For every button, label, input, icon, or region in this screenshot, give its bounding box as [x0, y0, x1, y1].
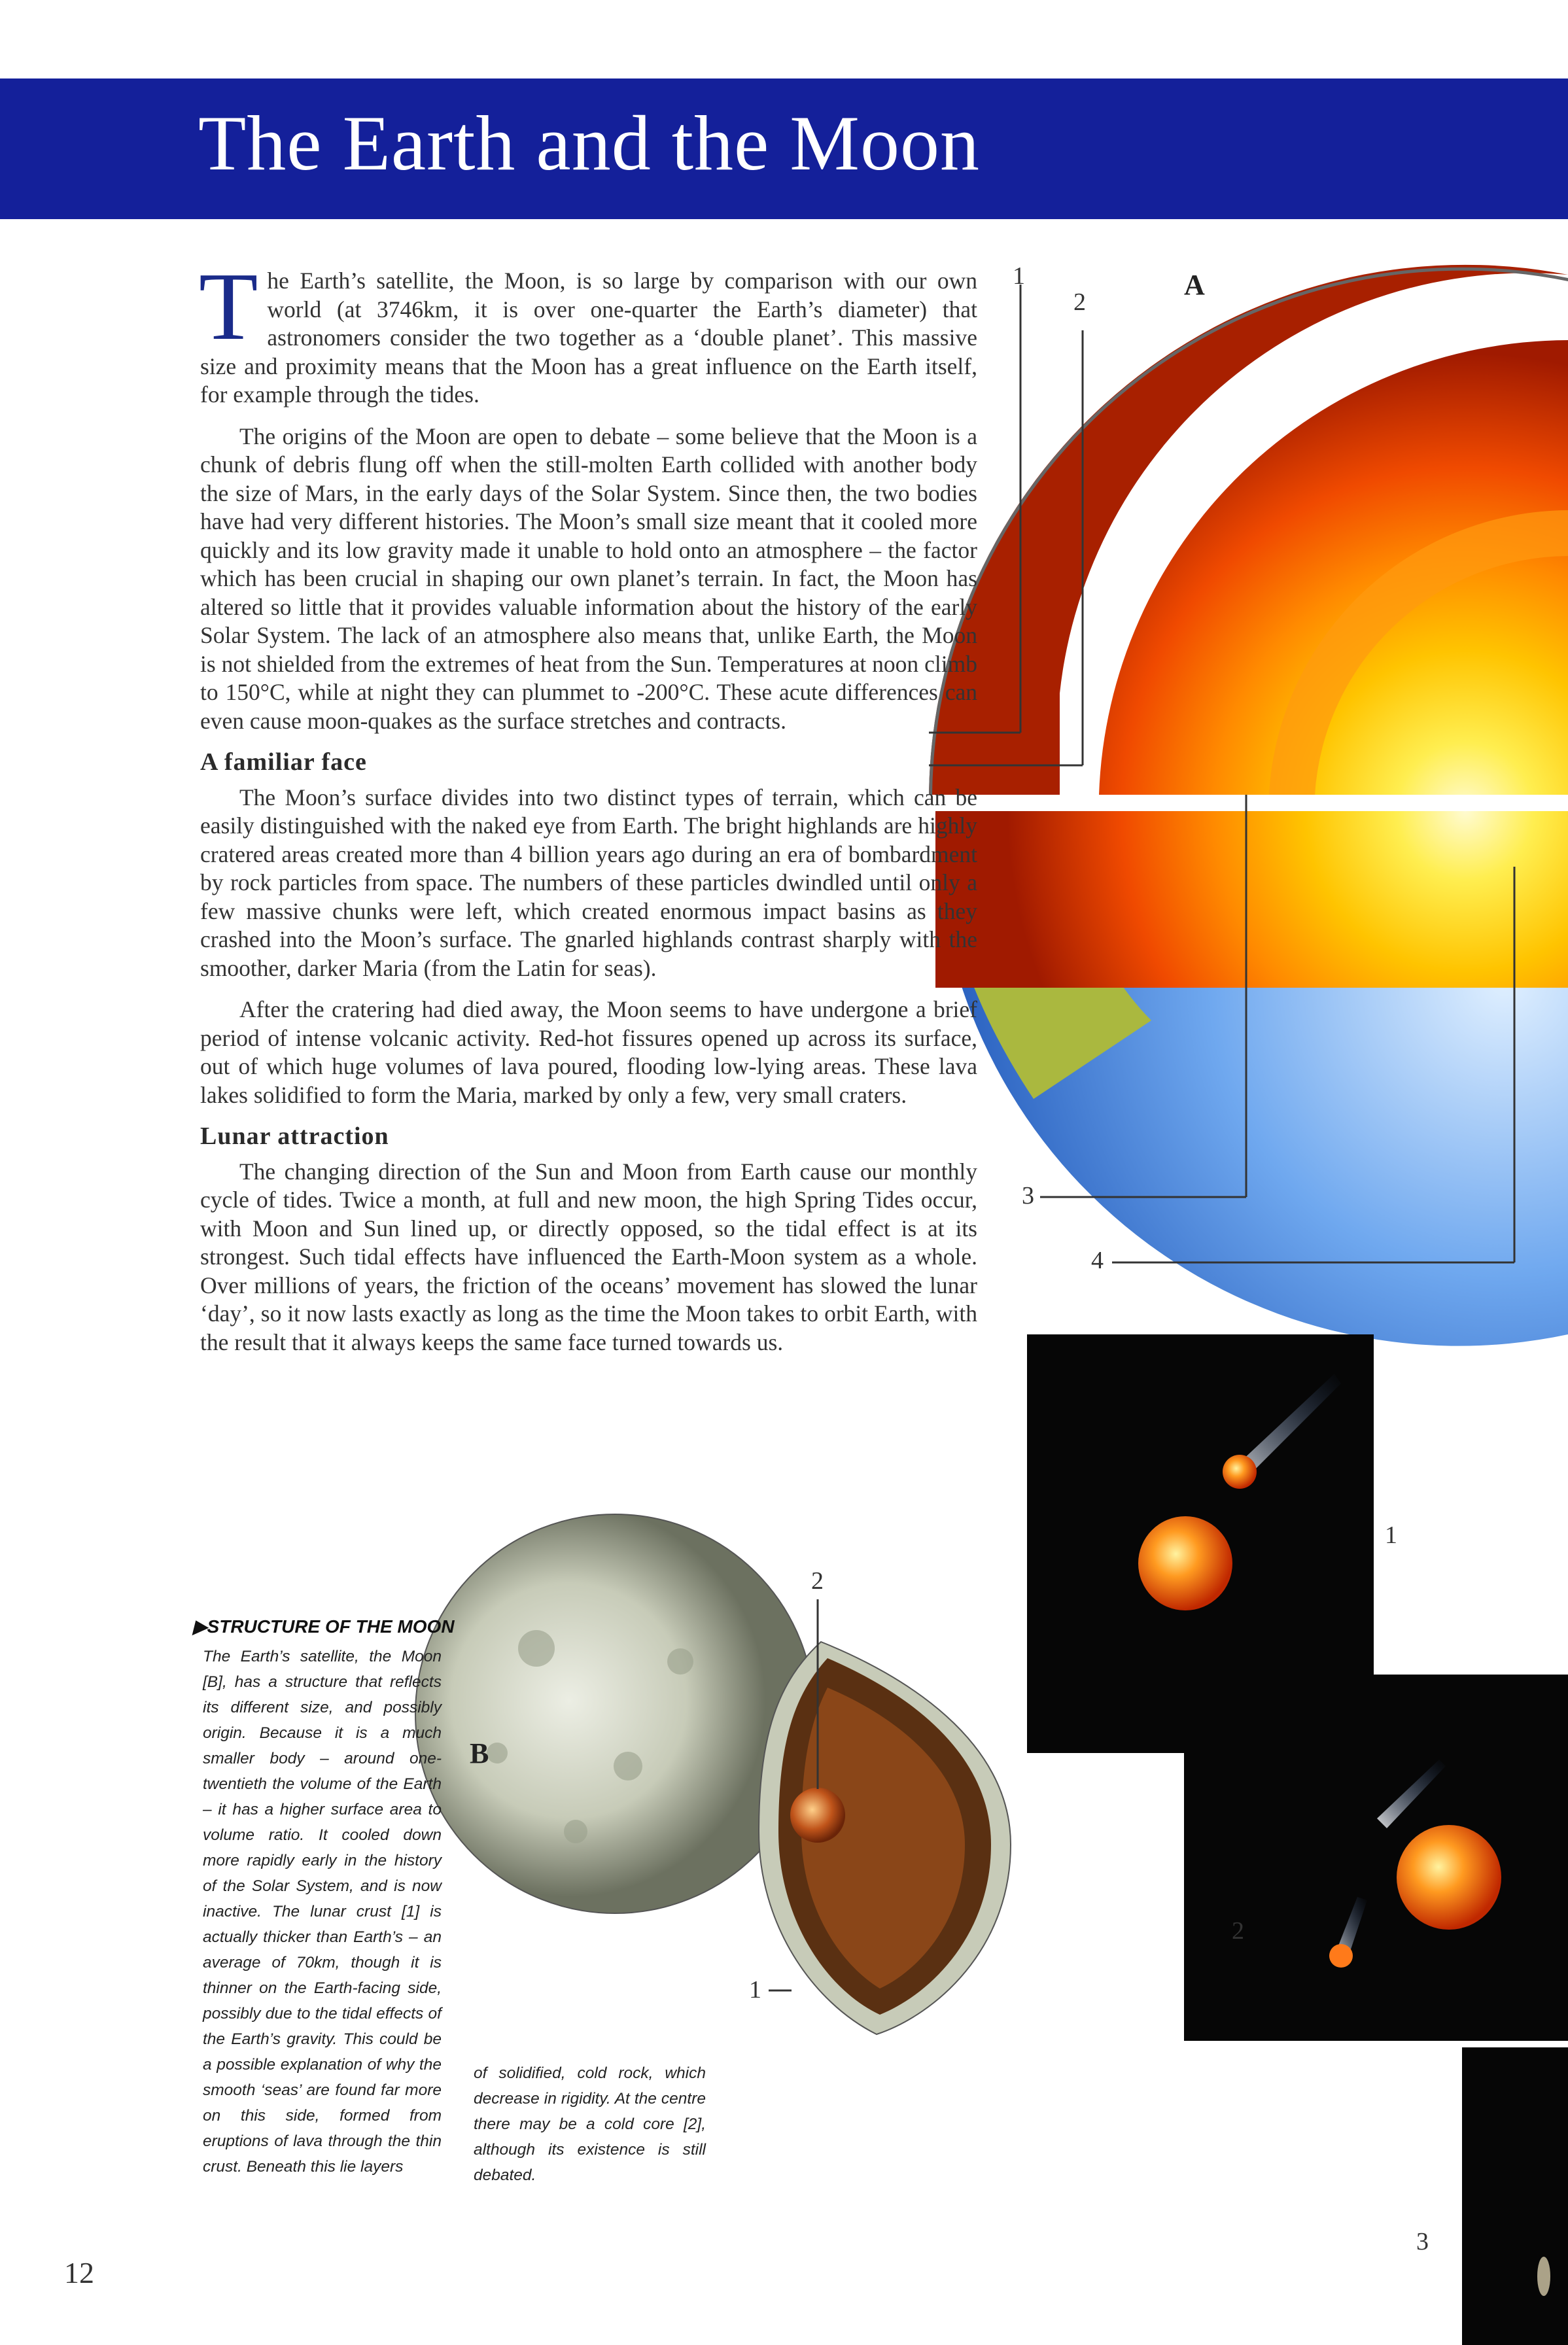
page-number: 12: [64, 2256, 94, 2289]
paragraph-tides: The changing direction of the Sun and Moon from Earth cause our monthly cycle of tides. Twice a month, at full and new moon, the high Spring Tides occur, with Moon and Sun lined up, or directly opposed, so the tidal effect is at its strongest. Such tidal effects have influenced the Earth-Moon system as a whole. Over millions of years, the friction of the oceans’ movement has slowed the lunar ‘day’, so it now lasts exactly as long as the time the Moon takes to orbit Earth, with the result that it always keeps the same face turned towards us.: [200, 1158, 977, 1355]
figure-a-letter: A: [1184, 269, 1205, 301]
paragraph-terrain: The Moon’s surface divides into two distinct types of terrain, which can be easily distinguished with the naked eye from Earth. The bright highlands are highly cratered areas created more than 4 billion years ago during an era of bombardment by rock particles from space. The numbers of these particles dwindled until only a few massive chunks were left, which created enormous impact basins as they crashed into the Moon’s surface. The gnarled highlands contrast sharply with the smoother, darker Maria (from the Latin for seas).: [200, 784, 977, 981]
figure-a-label-4: 4: [1091, 1247, 1104, 1274]
collision-label-1: 1: [1385, 1521, 1397, 1549]
figure-a-label-2: 2: [1073, 288, 1086, 316]
figure-b-letter: B: [470, 1737, 489, 1769]
heading-lunar-attraction: Lunar attraction: [200, 1122, 389, 1150]
heading-familiar-face: A familiar face: [200, 748, 367, 776]
body-text: [199, 253, 977, 1370]
intro-text: he Earth’s satellite, the Moon, is so large by comparison with our own world (at 3746km, it is over one-quarter the Earth’s diameter) that astronomers consider the two together as a ‘double planet’. This massive size and proximity means that the Moon has a great influence on the Earth itself, for example through the tides.: [200, 268, 977, 408]
collision-panel-3: [1462, 2047, 1568, 2345]
planet-ball-2: [1397, 1825, 1501, 1930]
caption-marker-icon: ▶: [193, 1616, 207, 1637]
planet-ball-1: [1138, 1516, 1232, 1610]
collision-label-3: 3: [1416, 2228, 1429, 2255]
paragraph-volcanic: After the cratering had died away, the Moon seems to have undergone a brief period of intense volcanic activity. Red-hot fissures opened up across its surface, out of which huge volumes of lava poured, flooding low-lying areas. These lava lakes solidified to form the Maria, marked by only a few, very small craters.: [200, 996, 977, 1108]
debris-3: [1329, 1944, 1353, 1968]
intro-paragraph: [199, 253, 977, 409]
paragraph-origins: The origins of the Moon are open to debate – some believe that the Moon is a chunk of debris flung off when the still-molten Earth collided with another body the size of Mars, in the early days of the Solar System. Since then, the two bodies have had very different histories. The Moon’s small size meant that it cooled more quickly and its low gravity made it unable to hold onto an atmosphere – the factor which has been crucial in shaping our own planet’s terrain. In fact, the Moon has altered so little that it provides valuable information about the history of the early Solar System. The lack of an atmosphere also means that, unlike Earth, the Moon is not shielded from the extremes of heat from the Sun. Temperatures at noon climb to 150°C, while at night they can plummet to -200°C. These acute differences can even cause moon-quakes as the surface stretches and contracts.: [200, 423, 977, 734]
collision-label-2: 2: [1232, 1917, 1244, 1945]
moon-structure-figure: [415, 1514, 1011, 2034]
figure-a-label-3: 3: [1022, 1182, 1034, 1209]
debris-panel-3: [1537, 2257, 1550, 2296]
page-title: The Earth and the Moon: [198, 99, 980, 186]
caption-column-1: The Earth’s satellite, the Moon [B], has a structure that reflects its different size, and possibly origin. Because it is a much smaller body – around one-twentieth the volume of the Earth – it has a higher surface area to volume ratio. It cooled down more rapidly early in the history of the Solar System, and is now inactive. The lunar crust [1] is actually thicker than Earth’s – an average of 70km, though it is thinner on the Earth-facing side, possibly due to the tidal effects of the Earth’s gravity. This could be a possible explanation of why the smooth ‘seas’ are found far more on this side, formed from eruptions of lava through the thin crust. Beneath this lie layers: [203, 1648, 442, 2176]
drop-cap: T: [199, 253, 258, 360]
figure-a-label-1: 1: [1013, 262, 1025, 290]
caption-column-2: of solidified, cold rock, which decrease in rigidity. At the centre there may be a cold core [2], although its existence is still debated.: [474, 2064, 706, 2184]
earth-interior-section: [935, 811, 1568, 988]
figure-b-label-2: 2: [811, 1567, 824, 1595]
caption-heading: ▶STRUCTURE OF THE MOON: [193, 1616, 455, 1637]
moon-core: [790, 1788, 845, 1843]
comet-1: [1223, 1455, 1257, 1489]
collision-panel-2: [1184, 1675, 1568, 2041]
figure-b-label-1: 1: [749, 1976, 761, 2004]
moon-outer-sphere: [415, 1514, 814, 1913]
collision-panels: [1027, 1334, 1568, 2345]
